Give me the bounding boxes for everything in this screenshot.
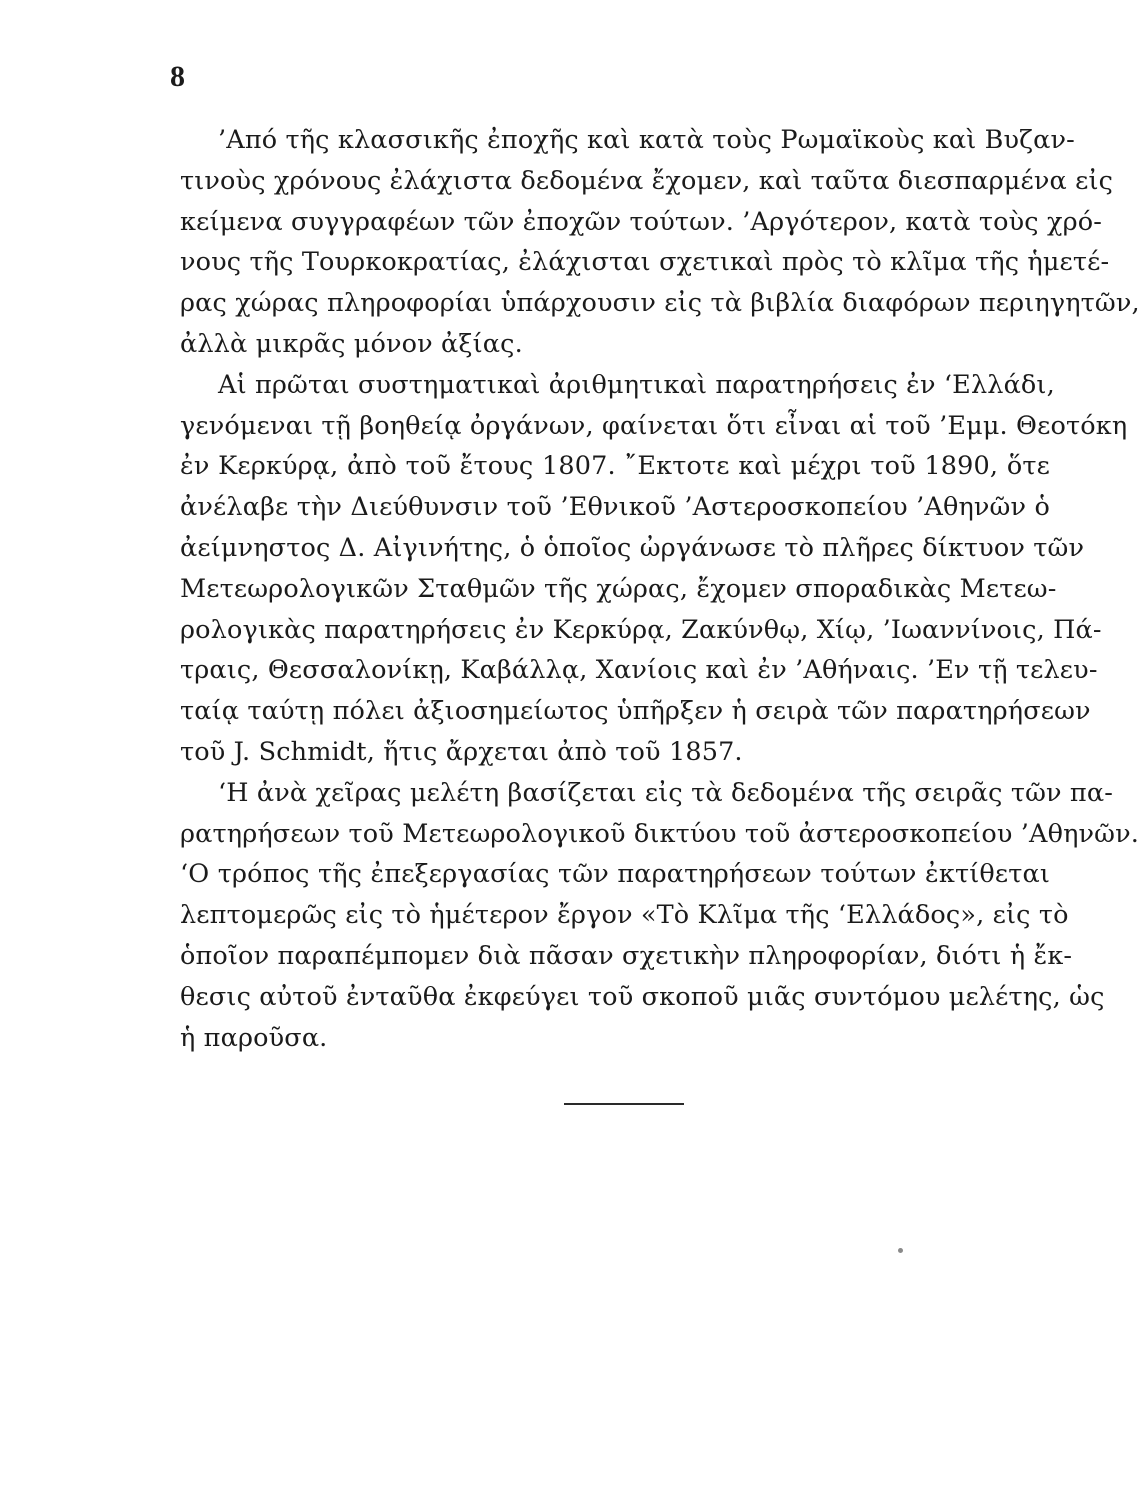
- text-line: τινοὺς χρόνους ἐλάχιστα δεδομένα ἔχομεν, καὶ ταῦτα διεσπαρμένα εἰς: [180, 165, 1114, 196]
- text-line: νους τῆς Τουρκοκρατίας, ἐλάχισται σχετικαὶ πρὸς τὸ κλῖμα τῆς ἡμετέ-: [180, 247, 1110, 278]
- text-line: γενόμεναι τῇ βοηθείᾳ ὀργάνων, φαίνεται ὅτι εἶναι αἱ τοῦ ’Εμμ. Θεοτόκη: [180, 410, 1128, 441]
- text-line: Μετεωρολογικῶν Σταθμῶν τῆς χώρας, ἔχομεν σποραδικὰς Μετεω-: [180, 573, 1057, 604]
- text-line: ὁποῖον παραπέμπομεν διὰ πᾶσαν σχετικὴν πληροφορίαν, διότι ἡ ἔκ-: [180, 940, 1073, 971]
- text-line: ἐν Κερκύρᾳ, ἀπὸ τοῦ ἔτους 1807. ῎Εκτοτε καὶ μέχρι τοῦ 1890, ὅτε: [180, 451, 1050, 482]
- text-line: ρολογικὰς παρατηρήσεις ἐν Κερκύρᾳ, Ζακύνθῳ, Χίῳ, ’Ιωαννίνοις, Πά-: [180, 614, 1102, 645]
- text-line: ‘Ο τρόπος τῆς ἐπεξεργασίας τῶν παρατηρήσεων τούτων ἐκτίθεται: [180, 859, 1050, 890]
- text-line: θεσις αὐτοῦ ἐνταῦθα ἐκφεύγει τοῦ σκοποῦ μιᾶς συντόμου μελέτης, ὡς: [180, 981, 1105, 1012]
- text-line: ἀείμνηστος Δ. Αἰγινήτης, ὁ ὁποῖος ὠργάνωσε τὸ πλῆρες δίκτυον τῶν: [180, 532, 1085, 563]
- text-line: ‘Η ἀνὰ χεῖρας μελέτη βασίζεται εἰς τὰ δεδομένα τῆς σειρᾶς τῶν πα-: [218, 777, 1113, 808]
- body-text: [180, 120, 1140, 1058]
- text-line: λεπτομερῶς εἰς τὸ ἡμέτερον ἔργον «Τὸ Κλῖμα τῆς ‘Ελλάδος», εἰς τὸ: [180, 900, 1069, 931]
- text-line: ἡ παροῦσα.: [180, 1022, 328, 1053]
- text-line: ἀνέλαβε τὴν Διεύθυνσιν τοῦ ’Εθνικοῦ ’Αστεροσκοπείου ’Αθηνῶν ὁ: [180, 492, 1050, 523]
- text-line: τραις, Θεσσαλονίκῃ, Καβάλλᾳ, Χανίοις καὶ ἐν ’Αθήναις. ’Εν τῇ τελευ-: [180, 655, 1098, 686]
- end-rule: [564, 1103, 684, 1105]
- text-line: ἀλλὰ μικρᾶς μόνον ἀξίας.: [180, 328, 523, 359]
- text-line: τοῦ J. Schmidt, ἥτις ἄρχεται ἀπὸ τοῦ 1857.: [180, 736, 743, 767]
- text-line: ρατηρήσεων τοῦ Μετεωρολογικοῦ δικτύου τοῦ ἀστεροσκοπείου ’Αθηνῶν.: [180, 818, 1140, 849]
- text-line: κείμενα συγγραφέων τῶν ἐποχῶν τούτων. ’Αργότερον, κατὰ τοὺς χρό-: [180, 206, 1102, 237]
- text-line: Αἱ πρῶται συστηματικαὶ ἀριθμητικαὶ παρατηρήσεις ἐν ‘Ελλάδι,: [218, 369, 1055, 400]
- text-line: ’Από τῆς κλασσικῆς ἐποχῆς καὶ κατὰ τοὺς Ρωμαϊκοὺς καὶ Βυζαν-: [218, 125, 1075, 155]
- text-line: ταίᾳ ταύτῃ πόλει ἀξιοσημείωτος ὑπῆρξεν ἡ σειρὰ τῶν παρατηρήσεων: [180, 696, 1091, 727]
- text-line: ρας χώρας πληροφορίαι ὑπάρχουσιν εἰς τὰ βιβλία διαφόρων περιηγητῶν,: [180, 288, 1140, 319]
- paper-speck: [898, 1248, 903, 1253]
- page-number: 8: [170, 60, 185, 93]
